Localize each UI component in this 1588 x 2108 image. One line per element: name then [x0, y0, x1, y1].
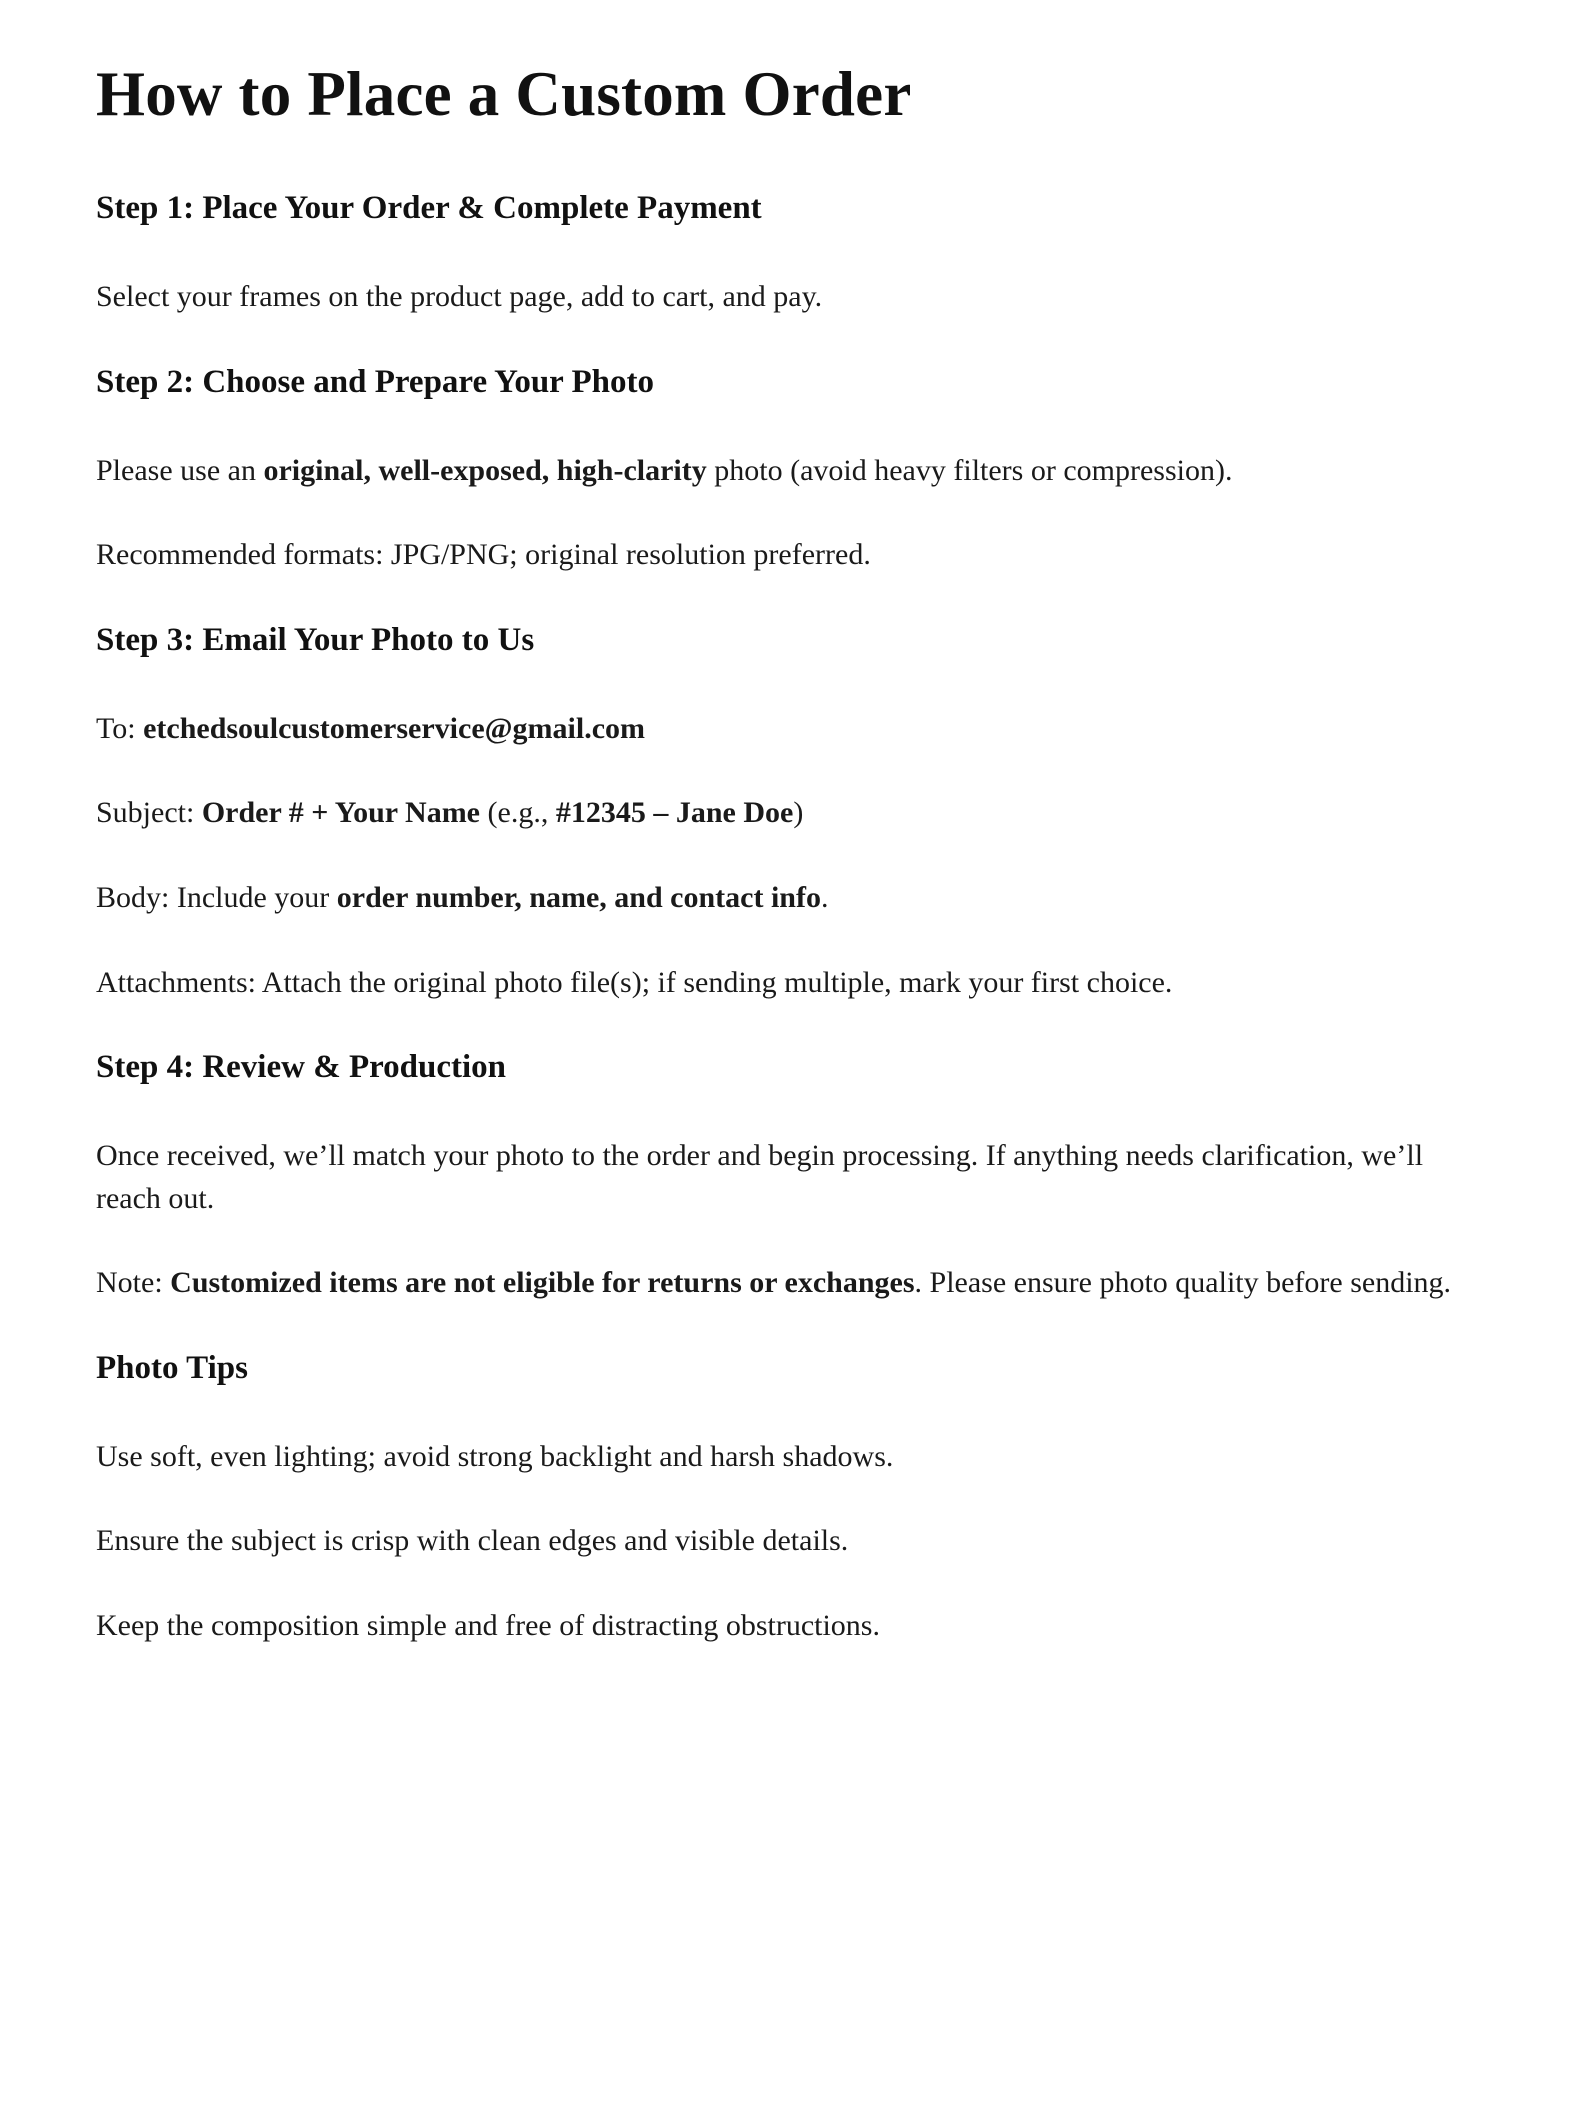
section-heading: Photo Tips: [96, 1349, 248, 1386]
paragraph: Use soft, even lighting; avoid strong backlight and harsh shadows.: [96, 1439, 894, 1473]
section-heading: Step 4: Review & Production: [96, 1049, 507, 1086]
emphasis-text: etchedsoulcustomerservice@gmail.com: [143, 711, 646, 745]
heading-block: [96, 1046, 1492, 1089]
heading-block: [96, 619, 1492, 662]
paragraph: Once received, we’ll match your photo to the order and begin processing. If anything needs clarification, we’ll reach out.: [96, 1139, 1424, 1215]
paragraph: Recommended formats: JPG/PNG; original resolution preferred.: [96, 538, 871, 572]
emphasis-text: #12345 – Jane Doe: [555, 796, 794, 830]
text-run: Body: Include your: [96, 880, 337, 914]
heading-block: [96, 1347, 1492, 1390]
emphasis-text: original, well-exposed, high-clarity: [263, 453, 707, 487]
emphasis-text: Order # + Your Name: [201, 796, 481, 830]
paragraph-block: [96, 708, 1492, 751]
document-body: [96, 187, 1492, 1647]
paragraph-block: [96, 792, 1492, 835]
paragraph-block: [96, 450, 1492, 493]
paragraph: [96, 450, 1492, 493]
paragraph-block: [96, 962, 1492, 1005]
paragraph-block: [96, 1135, 1492, 1220]
paragraph-block: [96, 1605, 1492, 1648]
paragraph: Select your frames on the product page, add to cart, and pay.: [96, 280, 823, 314]
paragraph: [96, 1262, 1492, 1305]
text-run: Subject:: [96, 796, 202, 830]
paragraph: Ensure the subject is crisp with clean edges and visible details.: [96, 1524, 849, 1558]
text-run: (e.g.,: [480, 796, 556, 830]
page-title: How to Place a Custom Order: [96, 59, 912, 129]
paragraph: [96, 708, 1492, 751]
text-run: . Please ensure photo quality before sending.: [914, 1266, 1452, 1300]
paragraph-block: [96, 1262, 1492, 1305]
text-run: .: [820, 880, 829, 914]
paragraph: [96, 792, 1492, 835]
text-run: ): [793, 796, 804, 830]
paragraph-block: [96, 276, 1492, 319]
emphasis-text: Customized items are not eligible for returns or exchanges: [170, 1266, 915, 1300]
section-heading: Step 3: Email Your Photo to Us: [96, 621, 535, 658]
heading-block: [96, 361, 1492, 404]
text-run: To:: [96, 711, 144, 745]
paragraph-block: [96, 534, 1492, 577]
section-heading: Step 2: Choose and Prepare Your Photo: [96, 363, 654, 400]
paragraph-block: [96, 1520, 1492, 1563]
paragraph-block: [96, 877, 1492, 920]
text-run: photo (avoid heavy filters or compression).: [706, 453, 1233, 487]
paragraph-block: [96, 1436, 1492, 1479]
paragraph: [96, 877, 1492, 920]
text-run: Please use an: [96, 453, 264, 487]
emphasis-text: order number, name, and contact info: [336, 880, 821, 914]
heading-block: [96, 187, 1492, 230]
paragraph: Keep the composition simple and free of distracting obstructions.: [96, 1608, 880, 1642]
text-run: Note:: [96, 1266, 171, 1300]
section-heading: Step 1: Place Your Order & Complete Payment: [96, 190, 762, 227]
paragraph: Attachments: Attach the original photo file(s); if sending multiple, mark your first choice.: [96, 965, 1173, 999]
